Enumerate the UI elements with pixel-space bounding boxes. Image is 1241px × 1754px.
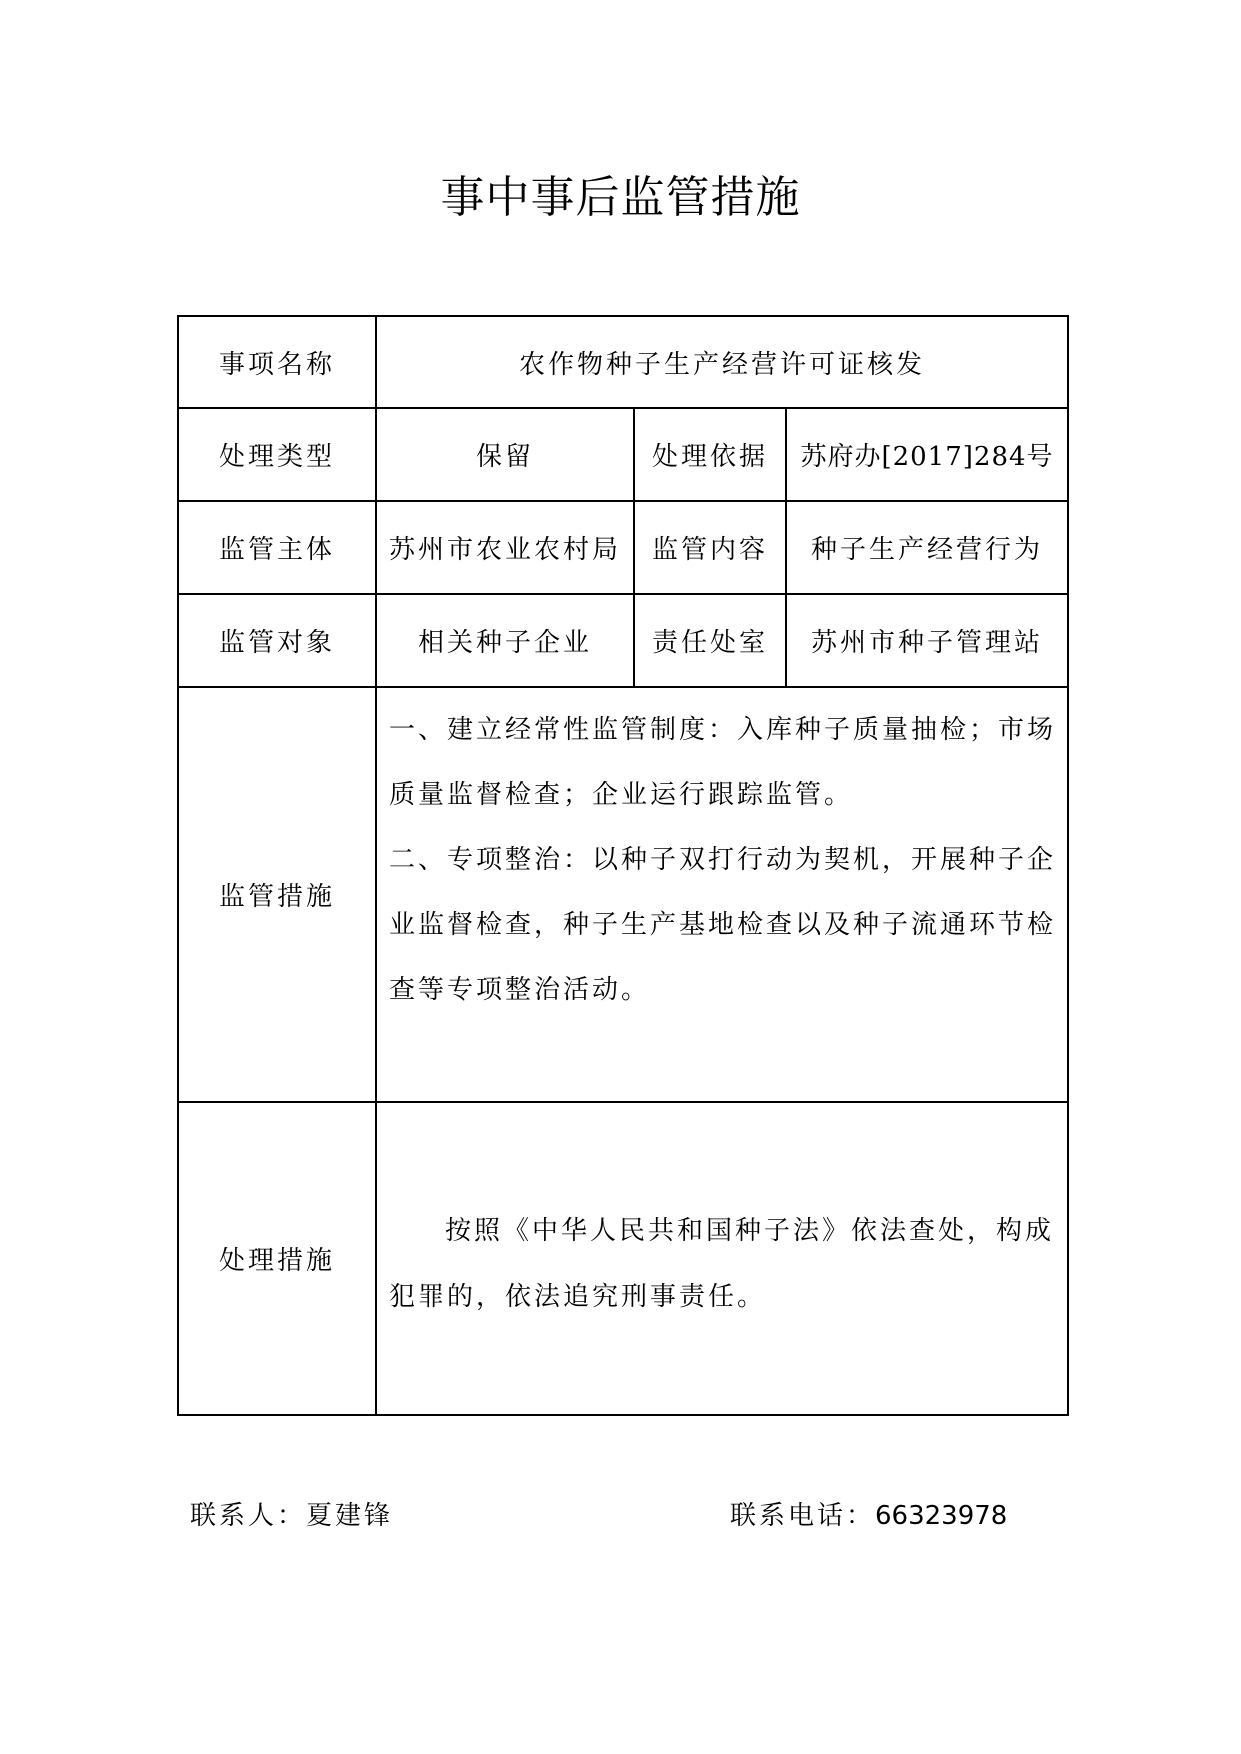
supervision-content-value: 种子生产经营行为 — [786, 501, 1068, 594]
item-name-value: 农作物种子生产经营许可证核发 — [376, 316, 1068, 408]
target-label: 监管对象 — [178, 594, 376, 687]
supervisor-value: 苏州市农业农村局 — [376, 501, 634, 594]
row-target — [178, 594, 1068, 687]
responsible-office-value: 苏州市种子管理站 — [786, 594, 1068, 687]
target-value: 相关种子企业 — [376, 594, 634, 687]
row-item-name — [178, 316, 1068, 408]
page-title: 事中事后监管措施 — [440, 172, 801, 223]
handling-type-label: 处理类型 — [178, 408, 376, 501]
row-handling-measures — [178, 1102, 1068, 1415]
row-handling-type — [178, 408, 1068, 501]
row-measures — [178, 687, 1068, 1102]
contact-person — [190, 1495, 393, 1532]
measures-content — [376, 687, 1068, 1102]
handling-measures-text: 按照《中华人民共和国种子法》依法查处，构成犯罪的，依法追究刑事责任。 — [389, 1215, 1055, 1312]
phone-number: 66323978 — [875, 1501, 1008, 1531]
phone-label: 联系电话： — [730, 1501, 876, 1531]
supervision-form-table — [177, 315, 1069, 1416]
handling-measures-content — [376, 1102, 1068, 1415]
measures-paragraph-2: 二、专项整治：以种子双打行动为契机，开展种子企业监督检查，种子生产基地检查以及种子流通环节检查等专项整治活动。 — [389, 845, 1057, 1005]
supervision-content-label: 监管内容 — [634, 501, 786, 594]
handling-measures-label: 处理措施 — [178, 1102, 376, 1415]
contact-name: 夏建锋 — [306, 1501, 394, 1531]
handling-type-value: 保留 — [376, 408, 634, 501]
item-name-label: 事项名称 — [178, 316, 376, 408]
supervisor-label: 监管主体 — [178, 501, 376, 594]
responsible-office-label: 责任处室 — [634, 594, 786, 687]
row-supervisor — [178, 501, 1068, 594]
handling-basis-value: 苏府办[2017]284号 — [786, 408, 1068, 501]
measures-paragraph-1: 一、建立经常性监管制度：入库种子质量抽检；市场质量监督检查；企业运行跟踪监管。 — [389, 715, 1057, 810]
handling-basis-label: 处理依据 — [634, 408, 786, 501]
contact-label: 联系人： — [190, 1501, 307, 1531]
measures-label: 监管措施 — [178, 687, 376, 1102]
contact-phone — [730, 1495, 1007, 1532]
